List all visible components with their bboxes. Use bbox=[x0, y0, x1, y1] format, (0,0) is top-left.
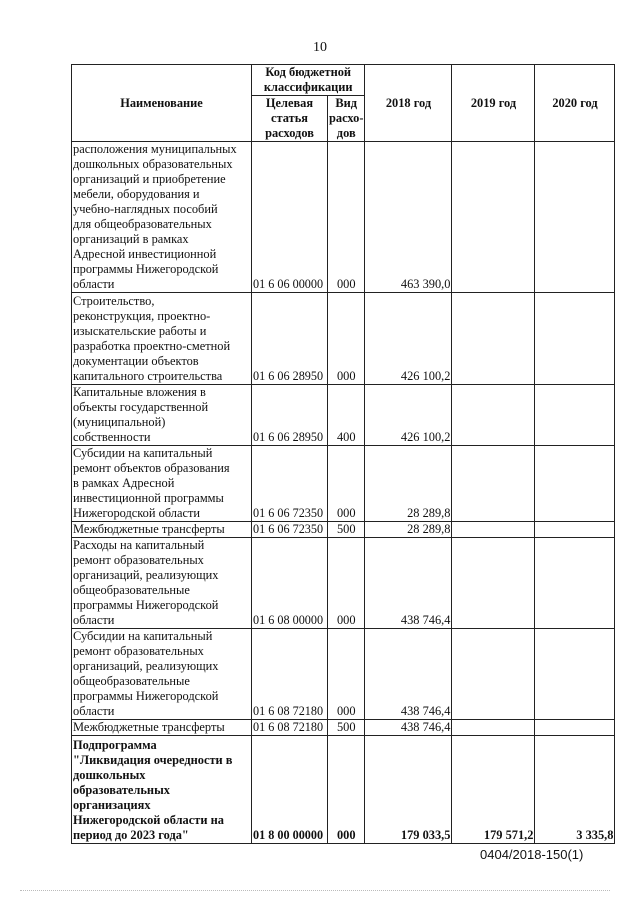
row-2018-value: 463 390,0 bbox=[365, 142, 452, 293]
row-expense-kind: 400 bbox=[328, 385, 365, 446]
row-2018-value: 426 100,2 bbox=[365, 293, 452, 385]
row-name: Подпрограмма "Ликвидация очередности в дошкольных образовательных организациях Нижегородской области на период до 2023 года" bbox=[72, 736, 252, 844]
header-kind: Вид расхо-дов bbox=[329, 96, 364, 140]
table-row bbox=[72, 522, 615, 538]
header-code-group: Код бюджетной классификации bbox=[252, 65, 365, 96]
table-row bbox=[72, 629, 615, 720]
table-row bbox=[72, 446, 615, 522]
header-name: Наименование bbox=[72, 65, 252, 142]
row-expense-kind: 000 bbox=[328, 446, 365, 522]
row-2018-value: 438 746,4 bbox=[365, 720, 452, 736]
row-2020-value: 3 335,8 bbox=[535, 736, 615, 844]
row-name: Межбюджетные трансферты bbox=[72, 720, 252, 736]
row-expense-kind: 000 bbox=[328, 736, 365, 844]
row-2020-value bbox=[535, 142, 615, 293]
row-2019-value bbox=[452, 385, 535, 446]
header-target: Целевая статья расходов bbox=[252, 96, 328, 142]
table-row bbox=[72, 538, 615, 629]
table-row bbox=[72, 736, 615, 844]
row-2019-value bbox=[452, 293, 535, 385]
row-target-code: 01 6 06 72350 bbox=[252, 522, 328, 538]
header-2020: 2020 год bbox=[535, 65, 615, 142]
page-number: 10 bbox=[313, 40, 327, 55]
row-expense-kind: 000 bbox=[328, 293, 365, 385]
document-code: 0404/2018-150(1) bbox=[480, 847, 584, 862]
row-target-code: 01 6 08 00000 bbox=[252, 538, 328, 629]
row-expense-kind: 000 bbox=[328, 629, 365, 720]
header-2018: 2018 год bbox=[365, 65, 452, 142]
row-target-code: 01 6 06 72350 bbox=[252, 446, 328, 522]
row-2018-value: 438 746,4 bbox=[365, 538, 452, 629]
row-target-code: 01 6 08 72180 bbox=[252, 629, 328, 720]
row-name: Субсидии на капитальный ремонт образовательных организаций, реализующих общеобразовательные программы Нижегородской области bbox=[72, 629, 252, 720]
row-expense-kind: 000 bbox=[328, 538, 365, 629]
row-expense-kind: 500 bbox=[328, 720, 365, 736]
row-2018-value: 28 289,8 bbox=[365, 522, 452, 538]
table-row bbox=[72, 720, 615, 736]
row-2019-value bbox=[452, 720, 535, 736]
row-2020-value bbox=[535, 720, 615, 736]
row-2019-value bbox=[452, 629, 535, 720]
scan-edge bbox=[20, 890, 610, 892]
row-2020-value bbox=[535, 385, 615, 446]
row-expense-kind: 000 bbox=[328, 142, 365, 293]
row-2020-value bbox=[535, 522, 615, 538]
row-2020-value bbox=[535, 446, 615, 522]
row-2018-value: 179 033,5 bbox=[365, 736, 452, 844]
row-2019-value bbox=[452, 538, 535, 629]
row-2020-value bbox=[535, 293, 615, 385]
row-2020-value bbox=[535, 538, 615, 629]
row-2019-value bbox=[452, 446, 535, 522]
table-row bbox=[72, 142, 615, 293]
row-2019-value bbox=[452, 522, 535, 538]
header-2019: 2019 год bbox=[452, 65, 535, 142]
row-name: Субсидии на капитальный ремонт объектов образования в рамках Адресной инвестиционной программы Нижегородской области bbox=[72, 446, 252, 522]
table-row bbox=[72, 293, 615, 385]
row-2018-value: 426 100,2 bbox=[365, 385, 452, 446]
row-name: Межбюджетные трансферты bbox=[72, 522, 252, 538]
row-expense-kind: 500 bbox=[328, 522, 365, 538]
row-target-code: 01 6 06 28950 bbox=[252, 293, 328, 385]
budget-table bbox=[71, 64, 615, 844]
row-name: Расходы на капитальный ремонт образовательных организаций, реализующих общеобразовательные программы Нижегородской области bbox=[72, 538, 252, 629]
row-target-code: 01 6 06 00000 bbox=[252, 142, 328, 293]
row-target-code: 01 6 06 28950 bbox=[252, 385, 328, 446]
row-2019-value: 179 571,2 bbox=[452, 736, 535, 844]
row-target-code: 01 6 08 72180 bbox=[252, 720, 328, 736]
row-2019-value bbox=[452, 142, 535, 293]
row-name: Строительство, реконструкция, проектно- изыскательские работы и разработка проектно-сметной документации объектов капитального строительства bbox=[72, 293, 252, 385]
row-2018-value: 28 289,8 bbox=[365, 446, 452, 522]
row-name: Капитальные вложения в объекты государственной (муниципальной) собственности bbox=[72, 385, 252, 446]
row-2020-value bbox=[535, 629, 615, 720]
row-name: расположения муниципальных дошкольных образовательных организаций и приобретение мебели, оборудования и учебно-наглядных пособий для общеобразовательных организаций в рамках Адресной инвестиционной программы Нижегородской области bbox=[72, 142, 252, 293]
row-2018-value: 438 746,4 bbox=[365, 629, 452, 720]
row-target-code: 01 8 00 00000 bbox=[252, 736, 328, 844]
table-row bbox=[72, 385, 615, 446]
